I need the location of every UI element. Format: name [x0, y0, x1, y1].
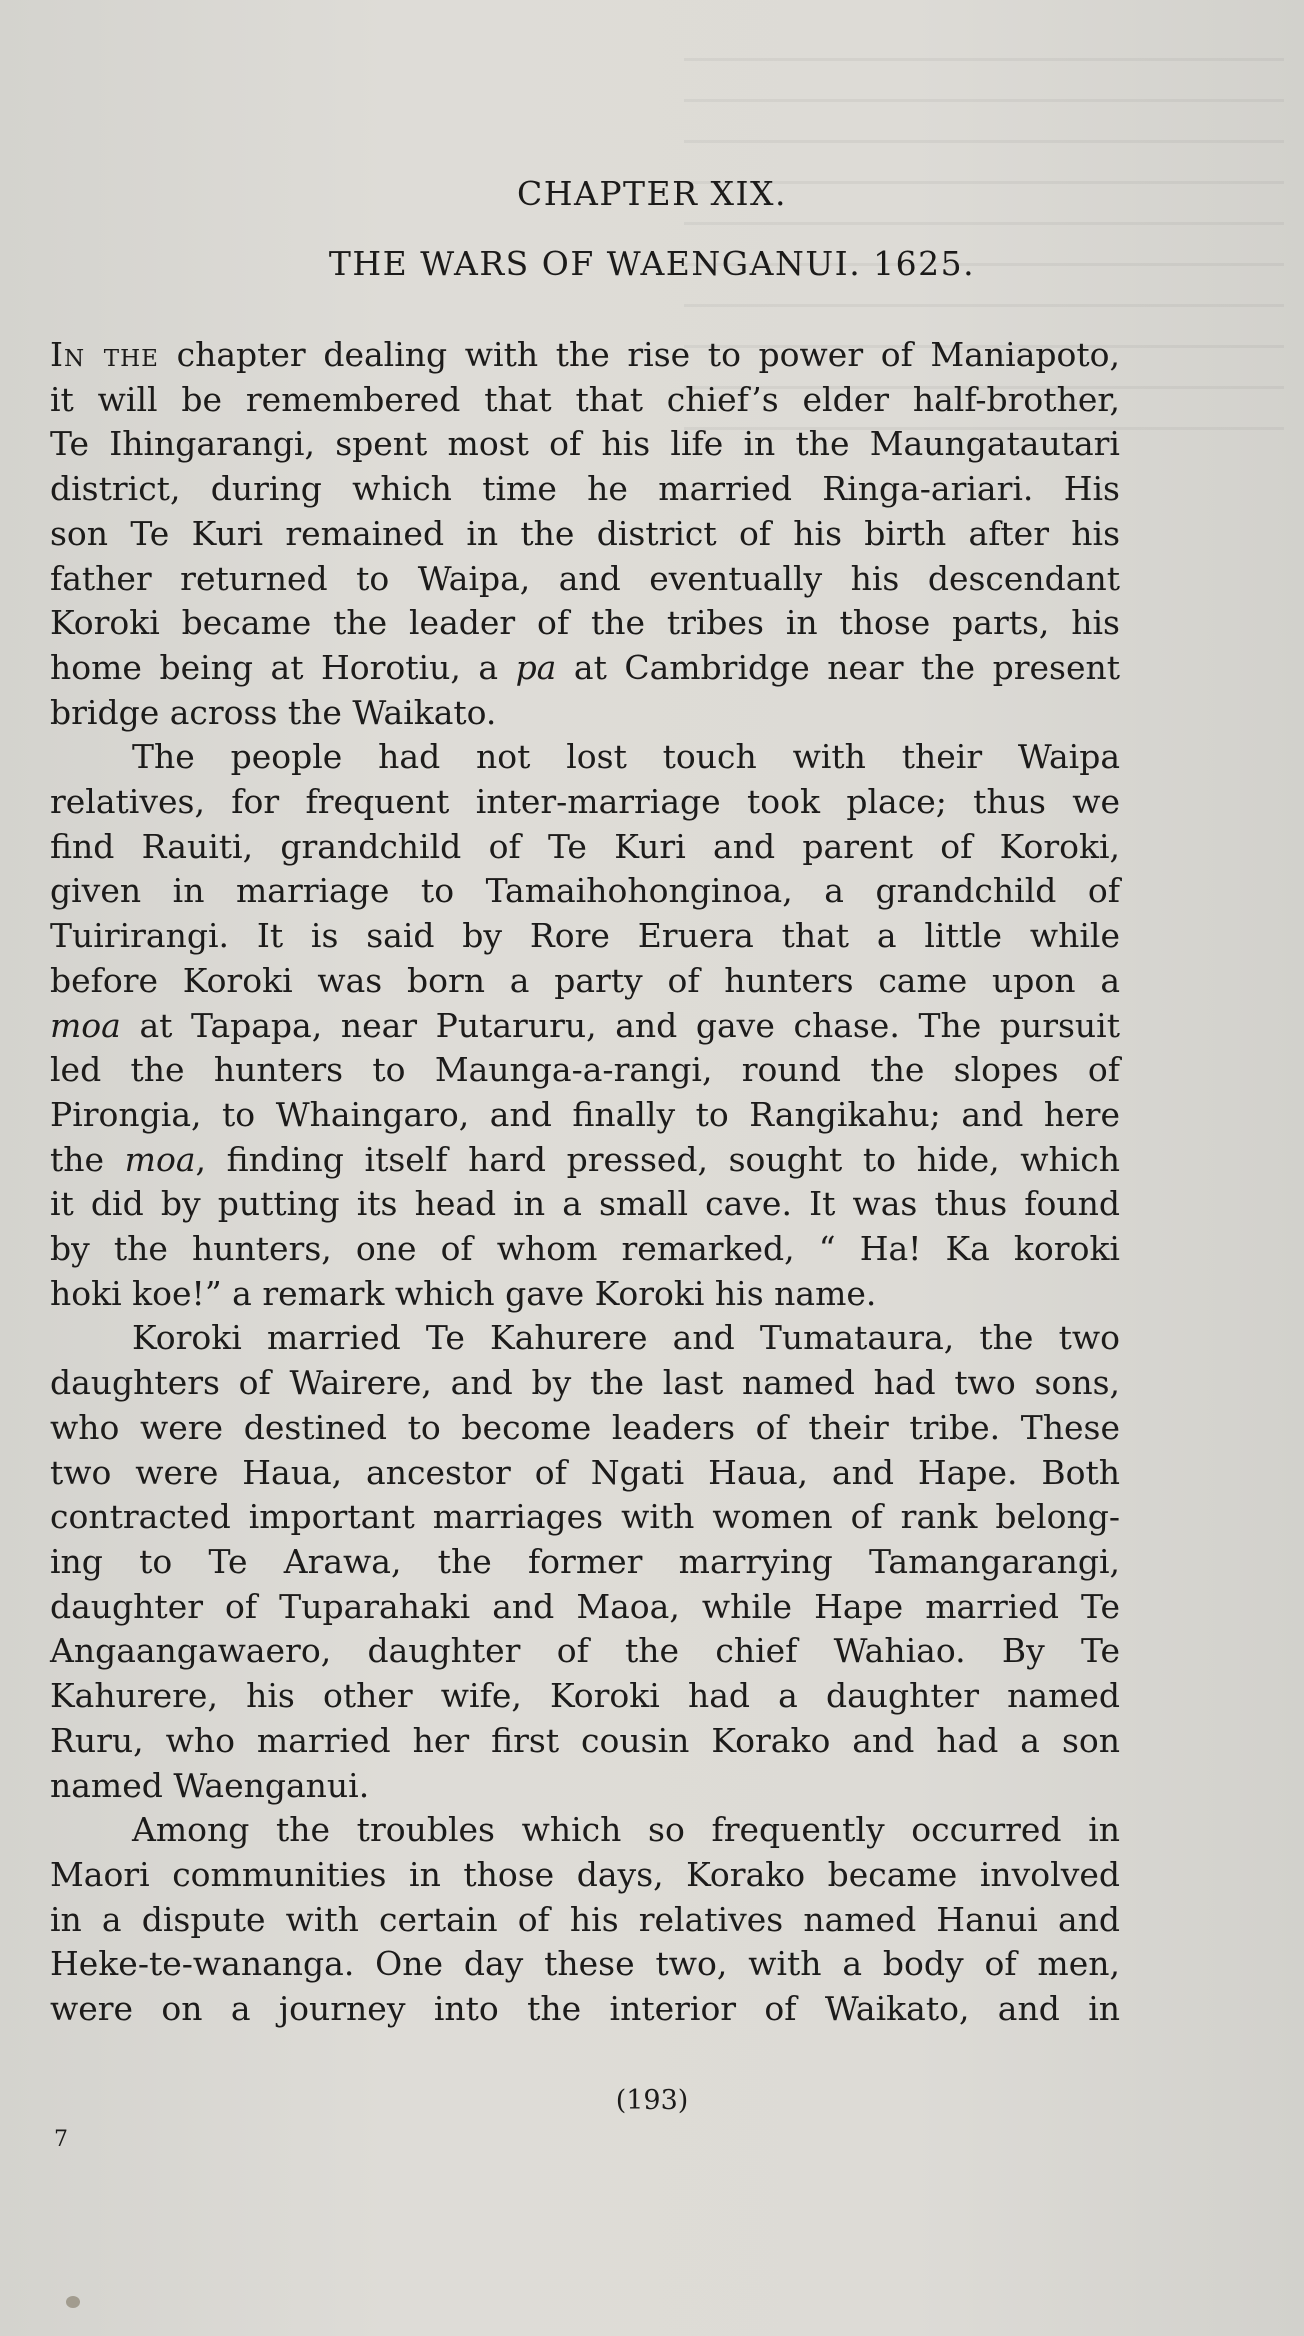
line-text: home being at Horotiu, a: [50, 647, 516, 687]
text-line: it did by putting its head in a small cave. It was thus found: [50, 1184, 1120, 1224]
text-line: [50, 1004, 1120, 1049]
text-line: Pirongia, to Whaingaro, and finally to Rangikahu; and here: [50, 1094, 1120, 1134]
text-line: before Koroki was born a party of hunters came upon a: [50, 960, 1120, 1000]
chapter-label: CHAPTER XIX.: [516, 174, 787, 213]
text-line: it will be remembered that that chief’s elder half-brother,: [50, 379, 1120, 419]
text-line: hoki koe!” a remark which gave Koroki his name.: [50, 1273, 877, 1313]
text-line: given in marriage to Tamaihohonginoa, a grandchild of: [50, 871, 1120, 911]
italic-word: moa: [50, 1005, 121, 1045]
text-line: [50, 1138, 1120, 1183]
line-text: at Cambridge near the present: [556, 647, 1121, 687]
text-line: Kahurere, his other wife, Koroki had a daughter named: [50, 1676, 1120, 1716]
page-number: (193): [615, 2085, 689, 2116]
text-line: [50, 646, 1120, 691]
text-line: Among the troubles which so frequently occurred in: [132, 1810, 1120, 1850]
text-line: Heke-te-wananga. One day these two, with a body of men,: [50, 1944, 1120, 1984]
text-line: Koroki became the leader of the tribes in those parts, his: [50, 603, 1120, 643]
text-line: find Rauiti, grandchild of Te Kuri and parent of Koroki,: [50, 826, 1120, 866]
text-line: daughter of Tuparahaki and Maoa, while Hape married Te: [50, 1586, 1120, 1626]
text-line: two were Haua, ancestor of Ngati Haua, and Hape. Both: [50, 1452, 1120, 1492]
text-line: Tuirirangi. It is said by Rore Eruera that a little while: [50, 916, 1120, 956]
text-line: Te Ihingarangi, spent most of his life in the Maungatautari: [50, 424, 1120, 464]
text-line: The people had not lost touch with their Waipa: [132, 737, 1120, 777]
italic-word: pa: [515, 647, 557, 687]
text-line: ing to Te Arawa, the former marrying Tamangarangi,: [50, 1541, 1120, 1581]
line-text: chapter dealing with the rise to power of Maniapoto,: [158, 335, 1120, 374]
signature-mark: 7: [54, 2127, 68, 2152]
text-line: daughters of Wairere, and by the last named had two sons,: [50, 1363, 1120, 1403]
italic-word: moa: [124, 1139, 196, 1179]
text-line: Maori communities in those days, Korako became involved: [50, 1854, 1120, 1894]
text-line: district, during which time he married Ringa-ariari. His: [50, 469, 1120, 509]
text-line: Angaangawaero, daughter of the chief Wahiao. By Te: [50, 1631, 1120, 1671]
body-text: [50, 333, 1120, 2032]
text-line: father returned to Waipa, and eventually his descendant: [50, 558, 1120, 598]
text-line: son Te Kuri remained in the district of his birth after his: [50, 513, 1120, 553]
paper-speck: [66, 2296, 80, 2308]
line-text: at Tapapa, near Putaruru, and gave chase. The pursuit: [120, 1005, 1120, 1045]
text-line: who were destined to become leaders of their tribe. These: [50, 1407, 1120, 1447]
text-line: relatives, for frequent inter-marriage took place; thus we: [50, 782, 1120, 822]
text-line: by the hunters, one of whom remarked, “ Ha! Ka koroki: [50, 1229, 1120, 1269]
text-line: [50, 333, 1120, 378]
text-line: Ruru, who married her first cousin Korako and had a son: [50, 1720, 1120, 1760]
text-line: were on a journey into the interior of Waikato, and in: [50, 1989, 1120, 2029]
text-line: led the hunters to Maunga-a-rangi, round the slopes of: [50, 1050, 1120, 1090]
text-line: bridge across the Waikato.: [50, 692, 497, 732]
text-line: in a dispute with certain of his relatives named Hanui and: [50, 1899, 1120, 1939]
text-line: contracted important marriages with women of rank belong-: [50, 1497, 1120, 1537]
text-line: named Waenganui.: [50, 1765, 370, 1805]
drop-lead-words: In the: [50, 335, 159, 374]
text-line: Koroki married Te Kahurere and Tumataura, the two: [132, 1318, 1120, 1358]
line-text: the: [50, 1139, 125, 1179]
chapter-title: THE WARS OF WAENGANUI. 1625.: [328, 244, 976, 283]
line-text: , finding itself hard pressed, sought to hide, which: [195, 1139, 1120, 1179]
